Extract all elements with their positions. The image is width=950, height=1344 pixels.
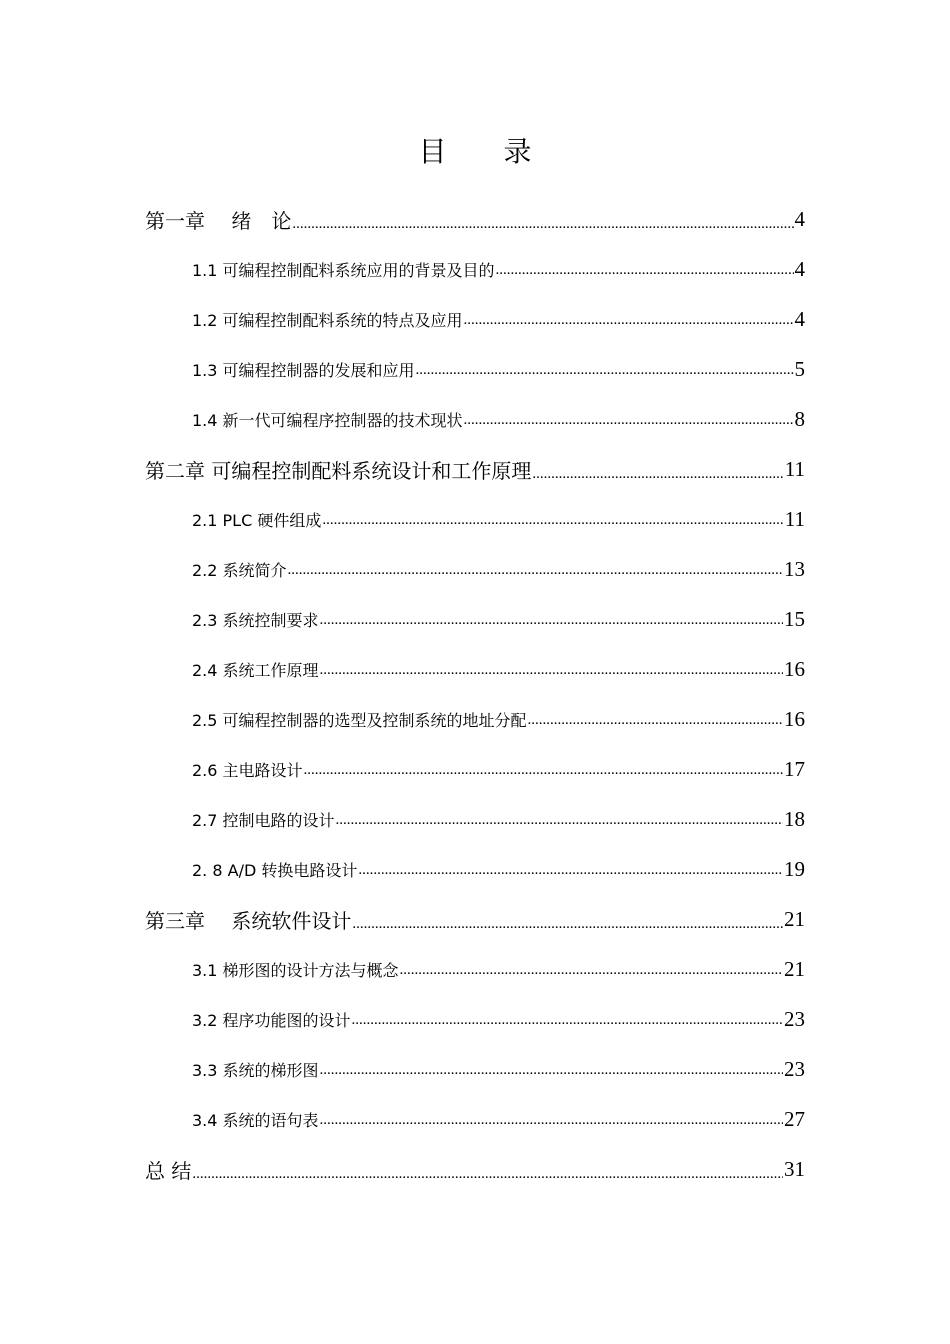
toc-page-number: 4 xyxy=(794,306,805,331)
toc-dot-leader xyxy=(400,959,783,981)
toc-dot-leader xyxy=(320,659,783,681)
toc-list xyxy=(0,194,950,1194)
toc-page-number: 31 xyxy=(784,1156,805,1181)
toc-entry-chapter-1[interactable] xyxy=(0,194,950,244)
toc-dot-leader xyxy=(464,309,794,331)
toc-dot-leader xyxy=(292,209,793,231)
toc-page-number: 16 xyxy=(784,656,805,681)
toc-page-number: 4 xyxy=(794,256,805,281)
toc-dot-leader xyxy=(416,359,794,381)
toc-entry-text: 2.7 控制电路的设计 xyxy=(192,810,335,830)
toc-entry-text: 第一章 绪 论 xyxy=(145,208,292,233)
toc-entry-summary[interactable] xyxy=(0,1144,950,1194)
toc-entry-text: 第二章 可编程控制配料系统设计和工作原理 xyxy=(145,458,532,483)
toc-dot-leader xyxy=(192,1159,783,1181)
toc-entry-text: 3.1 梯形图的设计方法与概念 xyxy=(192,960,399,980)
toc-page-number: 18 xyxy=(784,806,805,831)
toc-entry-2-8[interactable] xyxy=(0,844,950,894)
toc-dot-leader xyxy=(464,409,794,431)
toc-entry-text: 1.1 可编程控制配料系统应用的背景及目的 xyxy=(192,260,495,280)
toc-dot-leader xyxy=(322,509,783,531)
toc-dot-leader xyxy=(320,1059,783,1081)
toc-page-number: 23 xyxy=(784,1056,805,1081)
toc-page-number: 19 xyxy=(784,856,805,881)
toc-entry-3-2[interactable] xyxy=(0,994,950,1044)
toc-page-number: 5 xyxy=(794,356,805,381)
toc-entry-text: 总 结 xyxy=(145,1158,192,1183)
toc-page-number: 23 xyxy=(784,1006,805,1031)
toc-page-number: 27 xyxy=(784,1106,805,1131)
toc-page-number: 15 xyxy=(784,606,805,631)
toc-entry-2-1[interactable] xyxy=(0,494,950,544)
toc-entry-text: 3.3 系统的梯形图 xyxy=(192,1060,319,1080)
toc-entry-2-7[interactable] xyxy=(0,794,950,844)
toc-page-number: 21 xyxy=(784,906,805,931)
toc-dot-leader xyxy=(304,759,783,781)
toc-entry-text: 3.4 系统的语句表 xyxy=(192,1110,319,1130)
toc-dot-leader xyxy=(320,609,783,631)
toc-entry-2-6[interactable] xyxy=(0,744,950,794)
toc-dot-leader xyxy=(336,809,783,831)
toc-entry-2-5[interactable] xyxy=(0,694,950,744)
toc-dot-leader xyxy=(288,559,783,581)
toc-dot-leader xyxy=(528,709,783,731)
toc-dot-leader xyxy=(358,859,783,881)
toc-dot-leader xyxy=(532,459,783,481)
toc-entry-text: 2. 8 A/D 转换电路设计 xyxy=(192,860,358,880)
toc-entry-1-3[interactable] xyxy=(0,344,950,394)
toc-page-number: 11 xyxy=(784,506,805,531)
toc-entry-chapter-2[interactable] xyxy=(0,444,950,494)
toc-page-number: 13 xyxy=(784,556,805,581)
toc-entry-2-4[interactable] xyxy=(0,644,950,694)
toc-entry-3-4[interactable] xyxy=(0,1094,950,1144)
toc-page-number: 16 xyxy=(784,706,805,731)
toc-entry-1-2[interactable] xyxy=(0,294,950,344)
toc-dot-leader xyxy=(320,1109,783,1131)
toc-entry-text: 2.4 系统工作原理 xyxy=(192,660,319,680)
toc-entry-2-3[interactable] xyxy=(0,594,950,644)
toc-entry-text: 2.1 PLC 硬件组成 xyxy=(192,510,322,530)
page-title: 目 录 xyxy=(418,135,556,168)
toc-entry-text: 第三章 系统软件设计 xyxy=(145,908,352,933)
toc-entry-text: 2.2 系统简介 xyxy=(192,560,287,580)
toc-entry-1-1[interactable] xyxy=(0,244,950,294)
toc-page-number: 21 xyxy=(784,956,805,981)
toc-entry-text: 2.5 可编程控制器的选型及控制系统的地址分配 xyxy=(192,710,527,730)
toc-entry-text: 2.3 系统控制要求 xyxy=(192,610,319,630)
toc-entry-text: 1.4 新一代可编程序控制器的技术现状 xyxy=(192,410,463,430)
toc-entry-chapter-3[interactable] xyxy=(0,894,950,944)
toc-dot-leader xyxy=(496,259,794,281)
toc-entry-3-1[interactable] xyxy=(0,944,950,994)
toc-page-number: 8 xyxy=(794,406,805,431)
toc-dot-leader xyxy=(352,909,783,931)
toc-entry-text: 1.3 可编程控制器的发展和应用 xyxy=(192,360,415,380)
toc-dot-leader xyxy=(352,1009,783,1031)
toc-entry-1-4[interactable] xyxy=(0,394,950,444)
toc-entry-text: 1.2 可编程控制配料系统的特点及应用 xyxy=(192,310,463,330)
toc-page-number: 11 xyxy=(784,456,805,481)
toc-entry-2-2[interactable] xyxy=(0,544,950,594)
toc-page-number: 4 xyxy=(794,206,805,231)
toc-page-number: 17 xyxy=(784,756,805,781)
toc-entry-text: 2.6 主电路设计 xyxy=(192,760,303,780)
toc-entry-text: 3.2 程序功能图的设计 xyxy=(192,1010,351,1030)
toc-entry-3-3[interactable] xyxy=(0,1044,950,1094)
